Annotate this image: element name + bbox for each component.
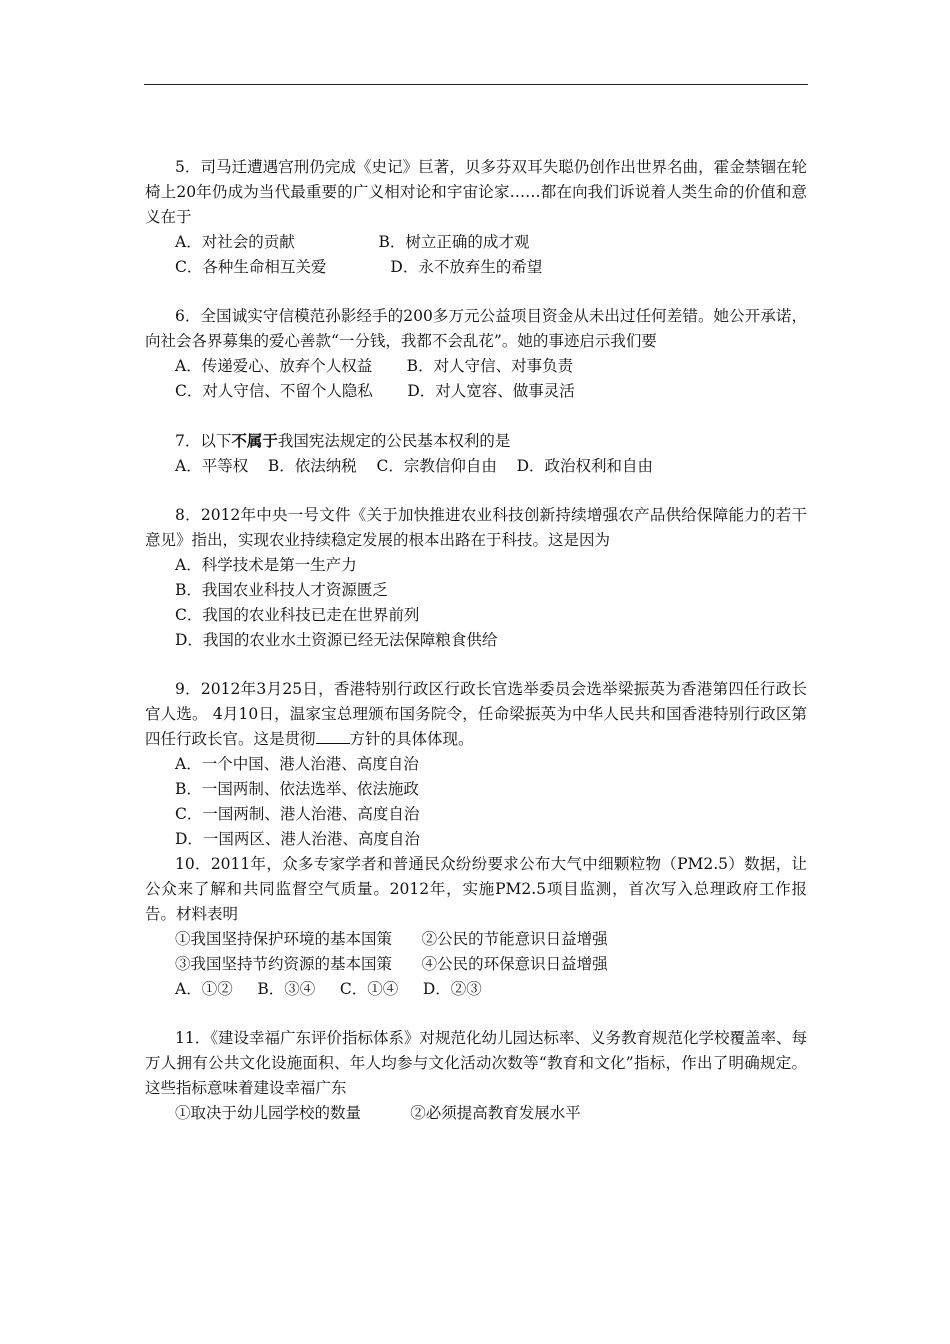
option-line: C．我国的农业科技已走在世界前列 xyxy=(175,606,420,624)
option-line: C．对人守信、不留个人隐私 D．对人宽容、做事灵活 xyxy=(175,382,575,400)
question-11 xyxy=(145,1026,807,1126)
option-line: B．我国农业科技人才资源匮乏 xyxy=(175,581,388,599)
question-5 xyxy=(145,155,807,280)
question-8 xyxy=(145,503,807,653)
header-rule xyxy=(144,84,808,85)
option-line: ①我国坚持保护环境的基本国策 ②公民的节能意识日益增强 xyxy=(175,930,608,948)
question-stem xyxy=(145,677,807,752)
stem-text: 方针的具体体现。 xyxy=(349,730,474,748)
option-line: A．对社会的贡献 B．树立正确的成才观 xyxy=(175,233,530,251)
stem-emphasis: 不属于 xyxy=(231,431,278,450)
option-line: A．①② B．③④ C．①④ D．②③ xyxy=(175,980,482,998)
question-stem: 10．2011年，众多专家学者和普通民众纷纷要求公布大气中细颗粒物（PM2.5）数据，让公众来了解和共同监督空气质量。2012年，实施PM2.5项目监测，首次写入总理政府工作报告。材料表明 xyxy=(145,855,807,923)
question-stem xyxy=(145,428,807,454)
option-line: C．各种生命相互关爱 D．永不放弃生的希望 xyxy=(175,258,543,276)
option-line: A．平等权 B．依法纳税 C．宗教信仰自由 D．政治权利和自由 xyxy=(175,457,653,475)
answer-blank xyxy=(316,729,350,744)
option-line: A．科学技术是第一生产力 xyxy=(175,556,357,574)
question-stem: 6．全国诚实守信模范孙影经手的200多万元公益项目资金从未出过任何差错。她公开承诺，向社会各界募集的爱心善款“一分钱，我都不会乱花”。她的事迹启示我们要 xyxy=(145,307,807,350)
document-body xyxy=(145,155,807,1126)
option-line: A．一个中国、港人治港、高度自治 xyxy=(175,755,419,773)
option-line: D．我国的农业水土资源已经无法保障粮食供给 xyxy=(175,631,498,649)
option-line: ③我国坚持节约资源的基本国策 ④公民的环保意识日益增强 xyxy=(175,955,608,973)
question-stem: 8．2012年中央一号文件《关于加快推进农业科技创新持续增强农产品供给保障能力的若干意见》指出，实现农业持续稳定发展的根本出路在于科技。这是因为 xyxy=(145,506,807,549)
question-stem: 11．《建设幸福广东评价指标体系》对规范化幼儿园达标率、义务教育规范化学校覆盖率、每万人拥有公共文化设施面积、年人均参与文化活动次数等“教育和文化”指标，作出了明确规定。这些指标意味着建设幸福广东 xyxy=(145,1029,807,1097)
stem-text: 7．以下 xyxy=(175,432,232,450)
question-7 xyxy=(145,428,807,479)
question-9 xyxy=(145,677,807,852)
question-6 xyxy=(145,304,807,404)
option-line: D．一国两区、港人治港、高度自治 xyxy=(175,830,420,848)
stem-text: 9．2012年3月25日，香港特别行政区行政长官选举委员会选举梁振英为香港第四任行政长官人选。 4月10日，温家宝总理颁布国务院令，任命梁振英为中华人民共和国香港特别行政区第四任行政长官。这是贯彻 xyxy=(145,680,807,748)
question-10 xyxy=(145,852,807,1002)
option-line: ①取决于幼儿园学校的数量 ②必须提高教育发展水平 xyxy=(175,1104,581,1122)
question-stem: 5．司马迁遭遇宫刑仍完成《史记》巨著，贝多芬双耳失聪仍创作出世界名曲，霍金禁锢在轮椅上20年仍成为当代最重要的广义相对论和宇宙论家……都在向我们诉说着人类生命的价值和意义在于 xyxy=(145,158,807,226)
option-line: B．一国两制、依法选举、依法施政 xyxy=(175,780,419,798)
option-line: C．一国两制、港人治港、高度自治 xyxy=(175,805,420,823)
option-line: A．传递爱心、放弃个人权益 B．对人守信、对事负责 xyxy=(175,357,574,375)
stem-text: 我国宪法规定的公民基本权利的是 xyxy=(277,432,511,450)
